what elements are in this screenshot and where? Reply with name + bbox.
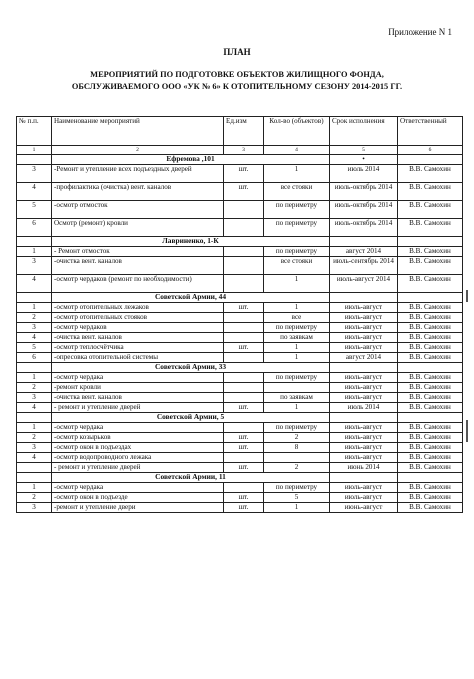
section-row xyxy=(17,363,463,373)
row-resp: В.В. Самохин xyxy=(398,333,463,343)
section-spacer xyxy=(17,237,52,247)
row-qty: все стояки xyxy=(264,257,330,275)
row-name: -Ремонт и утепление всех подъездных дверей xyxy=(52,165,224,183)
row-name: -осмотр окон в подъезде xyxy=(52,493,224,503)
section-title: Советской Армии, 33 xyxy=(52,363,330,373)
row-resp: В.В. Самохин xyxy=(398,183,463,201)
table-row xyxy=(17,443,463,453)
table-row xyxy=(17,257,463,275)
row-resp: В.В. Самохин xyxy=(398,503,463,513)
row-name: - ремонт и утепление дверей xyxy=(52,403,224,413)
row-qty xyxy=(264,453,330,463)
row-term: июль-август xyxy=(330,483,398,493)
section-mark xyxy=(330,293,398,303)
row-term: июль-август xyxy=(330,423,398,433)
row-term: август 2014 xyxy=(330,247,398,257)
row-term: июль-август xyxy=(330,313,398,323)
row-qty: по периметру xyxy=(264,201,330,219)
table-row xyxy=(17,403,463,413)
row-unit xyxy=(224,383,264,393)
row-name: -осмотр козырьков xyxy=(52,433,224,443)
row-resp: В.В. Самохин xyxy=(398,423,463,433)
table-row xyxy=(17,343,463,353)
section-row xyxy=(17,237,463,247)
row-unit: шт. xyxy=(224,165,264,183)
row-qty: по заявкам xyxy=(264,333,330,343)
col-number: 3 xyxy=(224,146,264,155)
row-num: 4 xyxy=(17,183,52,201)
row-unit xyxy=(224,313,264,323)
subtitle-line-2: ОБСЛУЖИВАЕМОГО ООО «УК № 6» К ОТОПИТЕЛЬНОМУ СЕЗОНУ 2014-2015 ГГ. xyxy=(71,82,403,91)
row-qty: 2 xyxy=(264,463,330,473)
row-num: 1 xyxy=(17,373,52,383)
table-row xyxy=(17,503,463,513)
section-row xyxy=(17,473,463,483)
row-num: 2 xyxy=(17,383,52,393)
row-num xyxy=(17,463,52,473)
row-term: июнь-август xyxy=(330,503,398,513)
row-term: июль-август xyxy=(330,393,398,403)
table-row xyxy=(17,423,463,433)
table-row xyxy=(17,303,463,313)
row-unit xyxy=(224,393,264,403)
row-resp: В.В. Самохин xyxy=(398,453,463,463)
header-name: Наименование мероприятий xyxy=(52,117,224,146)
row-resp: В.В. Самохин xyxy=(398,353,463,363)
table-header-row xyxy=(17,117,463,146)
table-row xyxy=(17,201,463,219)
row-term: июль-август xyxy=(330,453,398,463)
table-row xyxy=(17,313,463,323)
row-qty: 1 xyxy=(264,165,330,183)
row-unit: шт. xyxy=(224,493,264,503)
row-name: - Ремонт отмосток xyxy=(52,247,224,257)
header-resp: Ответственный xyxy=(398,117,463,146)
row-term: июль-август xyxy=(330,433,398,443)
row-unit: шт. xyxy=(224,403,264,413)
table-row xyxy=(17,353,463,363)
row-resp: В.В. Самохин xyxy=(398,383,463,393)
row-num: 2 xyxy=(17,313,52,323)
row-unit: шт. xyxy=(224,443,264,453)
row-term: июль 2014 xyxy=(330,165,398,183)
row-resp: В.В. Самохин xyxy=(398,219,463,237)
row-name: -осмотр окон в подъездах xyxy=(52,443,224,453)
row-unit xyxy=(224,483,264,493)
section-row xyxy=(17,293,463,303)
table-row xyxy=(17,483,463,493)
row-unit xyxy=(224,323,264,333)
row-name: -осмотр чердака xyxy=(52,483,224,493)
row-num: 1 xyxy=(17,483,52,493)
header-unit: Ед.изм xyxy=(224,117,264,146)
row-resp: В.В. Самохин xyxy=(398,443,463,453)
row-name: -профилактика (очистка) вент. каналов xyxy=(52,183,224,201)
section-title: Советской Армии, 44 xyxy=(52,293,330,303)
row-qty: по заявкам xyxy=(264,393,330,403)
header-term: Срок исполнения xyxy=(330,117,398,146)
row-qty: 1 xyxy=(264,353,330,363)
row-qty: по периметру xyxy=(264,323,330,333)
row-name: -осмотр теплосчётчика xyxy=(52,343,224,353)
row-unit: шт. xyxy=(224,503,264,513)
table-row xyxy=(17,183,463,201)
row-unit xyxy=(224,423,264,433)
row-num: 3 xyxy=(17,323,52,333)
col-number: 4 xyxy=(264,146,330,155)
section-title: Лавриненко, 1-К xyxy=(52,237,330,247)
row-term: июль-октябрь 2014 xyxy=(330,201,398,219)
row-resp: В.В. Самохин xyxy=(398,463,463,473)
header-num: № п.п. xyxy=(17,117,52,146)
row-num: 1 xyxy=(17,303,52,313)
scan-mark xyxy=(466,420,468,442)
appendix-label: Приложение N 1 xyxy=(388,27,452,37)
col-number: 6 xyxy=(398,146,463,155)
row-term: июль-октябрь 2014 xyxy=(330,183,398,201)
row-name: -очистка вент. каналов xyxy=(52,333,224,343)
row-name: -ремонт кровли xyxy=(52,383,224,393)
table-row xyxy=(17,493,463,503)
row-num: 6 xyxy=(17,219,52,237)
section-mark xyxy=(330,413,398,423)
row-name: -осмотр чердака xyxy=(52,423,224,433)
table-row xyxy=(17,247,463,257)
row-resp: В.В. Самохин xyxy=(398,493,463,503)
section-title: Советской Армии, 5 xyxy=(52,413,330,423)
header-qty: Кол-во (объектов) xyxy=(264,117,330,146)
col-number: 2 xyxy=(52,146,224,155)
row-num: 4 xyxy=(17,333,52,343)
section-spacer xyxy=(398,155,463,165)
section-spacer xyxy=(17,473,52,483)
row-term: июль-август xyxy=(330,443,398,453)
row-resp: В.В. Самохин xyxy=(398,165,463,183)
section-row xyxy=(17,155,463,165)
row-unit: шт. xyxy=(224,463,264,473)
row-term: август 2014 xyxy=(330,353,398,363)
document-title: ПЛАН xyxy=(223,47,251,57)
row-qty: 5 xyxy=(264,493,330,503)
table-row xyxy=(17,323,463,333)
section-spacer xyxy=(398,293,463,303)
row-term: июль-август xyxy=(330,383,398,393)
row-resp: В.В. Самохин xyxy=(398,313,463,323)
row-name: -осмотр отмосток xyxy=(52,201,224,219)
row-unit: шт. xyxy=(224,303,264,313)
row-resp: В.В. Самохин xyxy=(398,373,463,383)
row-term: июль-август xyxy=(330,323,398,333)
row-num: 3 xyxy=(17,257,52,275)
section-spacer xyxy=(17,293,52,303)
row-num: 5 xyxy=(17,201,52,219)
row-qty: все xyxy=(264,313,330,323)
row-qty: по периметру xyxy=(264,219,330,237)
section-mark xyxy=(330,363,398,373)
row-qty: 1 xyxy=(264,403,330,413)
scan-mark xyxy=(466,290,468,302)
table-row xyxy=(17,383,463,393)
row-name: -ремонт и утепление двери xyxy=(52,503,224,513)
row-term: июнь 2014 xyxy=(330,463,398,473)
row-unit xyxy=(224,201,264,219)
table-row xyxy=(17,453,463,463)
plan-table-body xyxy=(17,155,463,513)
table-row xyxy=(17,219,463,237)
row-qty: 1 xyxy=(264,503,330,513)
subtitle-line-1: МЕРОПРИЯТИЙ ПО ПОДГОТОВКЕ ОБЪЕКТОВ ЖИЛИЩНОГО ФОНДА, xyxy=(90,70,384,79)
row-term: июль-сентябрь 2014 xyxy=(330,257,398,275)
row-name: Осмотр (ремонт) кровли xyxy=(52,219,224,237)
row-name: -осмотр чердаков xyxy=(52,323,224,333)
section-mark xyxy=(330,473,398,483)
row-name: -осмотр чердаков (ремонт по необходимости) xyxy=(52,275,224,293)
col-number: 1 xyxy=(17,146,52,155)
plan-table xyxy=(16,116,463,513)
row-num: 4 xyxy=(17,403,52,413)
row-num: 3 xyxy=(17,503,52,513)
row-name: -очистка вент. каналов xyxy=(52,393,224,403)
row-resp: В.В. Самохин xyxy=(398,247,463,257)
section-spacer xyxy=(17,413,52,423)
row-qty: по периметру xyxy=(264,373,330,383)
row-unit xyxy=(224,275,264,293)
row-term: июль-октябрь 2014 xyxy=(330,219,398,237)
row-num: 5 xyxy=(17,343,52,353)
row-qty: 1 xyxy=(264,275,330,293)
row-name: - ремонт и утепление дверей xyxy=(52,463,224,473)
row-num: 6 xyxy=(17,353,52,363)
row-name: -опресовка отопительной системы xyxy=(52,353,224,363)
section-spacer xyxy=(17,363,52,373)
row-qty: 1 xyxy=(264,303,330,313)
section-mark: • xyxy=(330,155,398,165)
row-term: июль-август xyxy=(330,373,398,383)
row-resp: В.В. Самохин xyxy=(398,433,463,443)
section-spacer xyxy=(17,155,52,165)
table-row xyxy=(17,373,463,383)
row-name: -осмотр отопительных лежаков xyxy=(52,303,224,313)
row-num: 1 xyxy=(17,247,52,257)
section-spacer xyxy=(398,473,463,483)
row-unit xyxy=(224,453,264,463)
row-resp: В.В. Самохин xyxy=(398,483,463,493)
row-num: 2 xyxy=(17,433,52,443)
row-resp: В.В. Самохин xyxy=(398,201,463,219)
row-unit xyxy=(224,373,264,383)
row-term: июль-август xyxy=(330,493,398,503)
row-unit xyxy=(224,333,264,343)
table-row xyxy=(17,165,463,183)
row-num: 3 xyxy=(17,165,52,183)
row-num: 4 xyxy=(17,275,52,293)
table-row xyxy=(17,275,463,293)
row-qty: по периметру xyxy=(264,483,330,493)
section-title: Советской Армии, 11 xyxy=(52,473,330,483)
row-qty: 2 xyxy=(264,433,330,443)
row-num: 3 xyxy=(17,393,52,403)
row-qty: по периметру xyxy=(264,423,330,433)
row-num: 4 xyxy=(17,453,52,463)
section-spacer xyxy=(398,237,463,247)
row-qty: 1 xyxy=(264,343,330,353)
row-name: -очистка вент. каналов xyxy=(52,257,224,275)
row-term: июль-август 2014 xyxy=(330,275,398,293)
table-row xyxy=(17,463,463,473)
row-unit: шт. xyxy=(224,183,264,201)
row-unit xyxy=(224,257,264,275)
table-row xyxy=(17,433,463,443)
table-row xyxy=(17,333,463,343)
row-resp: В.В. Самохин xyxy=(398,403,463,413)
row-num: 2 xyxy=(17,493,52,503)
row-qty xyxy=(264,383,330,393)
row-term: июль-август xyxy=(330,303,398,313)
table-row xyxy=(17,393,463,403)
row-resp: В.В. Самохин xyxy=(398,303,463,313)
row-name: -осмотр водопроводного лежака xyxy=(52,453,224,463)
section-spacer xyxy=(398,413,463,423)
row-term: июль-август xyxy=(330,333,398,343)
row-resp: В.В. Самохин xyxy=(398,257,463,275)
row-unit: шт. xyxy=(224,343,264,353)
row-unit xyxy=(224,353,264,363)
column-number-row xyxy=(17,146,463,155)
row-name: -осмотр чердака xyxy=(52,373,224,383)
section-title: Ефремова ,101 xyxy=(52,155,330,165)
row-num: 3 xyxy=(17,443,52,453)
row-qty: все стояки xyxy=(264,183,330,201)
row-resp: В.В. Самохин xyxy=(398,323,463,333)
row-resp: В.В. Самохин xyxy=(398,343,463,353)
section-mark xyxy=(330,237,398,247)
row-resp: В.В. Самохин xyxy=(398,275,463,293)
document-subtitle xyxy=(0,69,474,93)
row-unit: шт. xyxy=(224,433,264,443)
section-spacer xyxy=(398,363,463,373)
row-name: -осмотр отопительных стояков xyxy=(52,313,224,323)
row-unit xyxy=(224,247,264,257)
row-resp: В.В. Самохин xyxy=(398,393,463,403)
row-num: 1 xyxy=(17,423,52,433)
row-unit xyxy=(224,219,264,237)
col-number: 5 xyxy=(330,146,398,155)
row-qty: по периметру xyxy=(264,247,330,257)
row-term: июль 2014 xyxy=(330,403,398,413)
row-term: июль-август xyxy=(330,343,398,353)
section-row xyxy=(17,413,463,423)
row-qty: 8 xyxy=(264,443,330,453)
